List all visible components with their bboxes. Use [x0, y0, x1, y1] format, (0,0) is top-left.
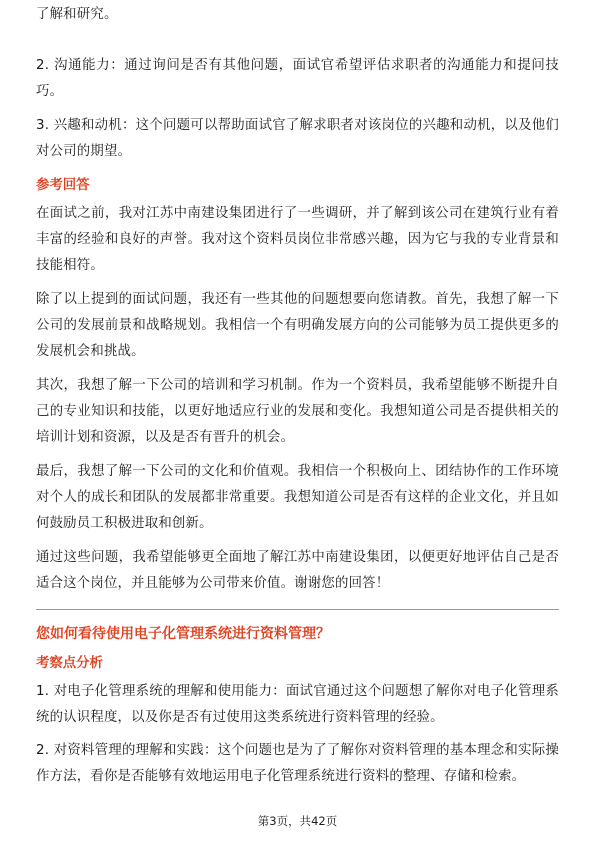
answer-paragraph: 其次，我想了解一下公司的培训和学习机制。作为一个资料员，我希望能够不断提升自己的专业知识和技能，以更好地适应行业的发展和变化。我想知道公司是否提供相关的培训计划和资源，以及是否有晋升的机会。 [36, 378, 559, 445]
page-number: 第3页，共42页 [257, 814, 338, 828]
continued-text: 了解和研究。 [36, 7, 118, 22]
analysis-item: 2. 对资料管理的理解和实践：这个问题也是为了了解你对资料管理的基本理念和实际操作方法，看你是否能够有效地运用电子化管理系统进行资料的整理、存储和检索。 [36, 743, 559, 784]
answer-paragraph: 通过这些问题，我希望能够更全面地了解江苏中南建设集团，以便更好地评估自己是否适合这个岗位，并且能够为公司带来价值。谢谢您的回答！ [36, 550, 559, 591]
question-title: 您如何看待使用电子化管理系统进行资料管理？ [36, 626, 330, 642]
list-item-communication: 2. 沟通能力：通过询问是否有其他问题，面试官希望评估求职者的沟通能力和提问技巧。 [36, 58, 559, 99]
analysis-heading: 考察点分析 [36, 656, 103, 671]
reference-answer-heading: 参考回答 [36, 178, 90, 193]
answer-paragraph: 最后，我想了解一下公司的文化和价值观。我相信一个积极向上、团结协作的工作环境对个人的成长和团队的发展都非常重要。我想知道公司是否有这样的企业文化，并且如何鼓励员工积极进取和创新。 [36, 464, 559, 531]
analysis-item: 1. 对电子化管理系统的理解和使用能力：面试官通过这个问题想了解你对电子化管理系统的认识程度，以及你是否有过使用这类系统进行资料管理的经验。 [36, 684, 559, 725]
answer-paragraph: 除了以上提到的面试问题，我还有一些其他的问题想要向您请教。首先，我想了解一下公司的发展前景和战略规划。我相信一个有明确发展方向的公司能够为员工提供更多的发展机会和挑战。 [36, 292, 559, 359]
answer-paragraph: 在面试之前，我对江苏中南建设集团进行了一些调研，并了解到该公司在建筑行业有着丰富的经验和良好的声誉。我对这个资料员岗位非常感兴趣，因为它与我的专业背景和技能相符。 [36, 206, 559, 273]
section-divider [36, 609, 559, 610]
list-item-interest: 3. 兴趣和动机：这个问题可以帮助面试官了解求职者对该岗位的兴趣和动机，以及他们对公司的期望。 [36, 118, 559, 159]
